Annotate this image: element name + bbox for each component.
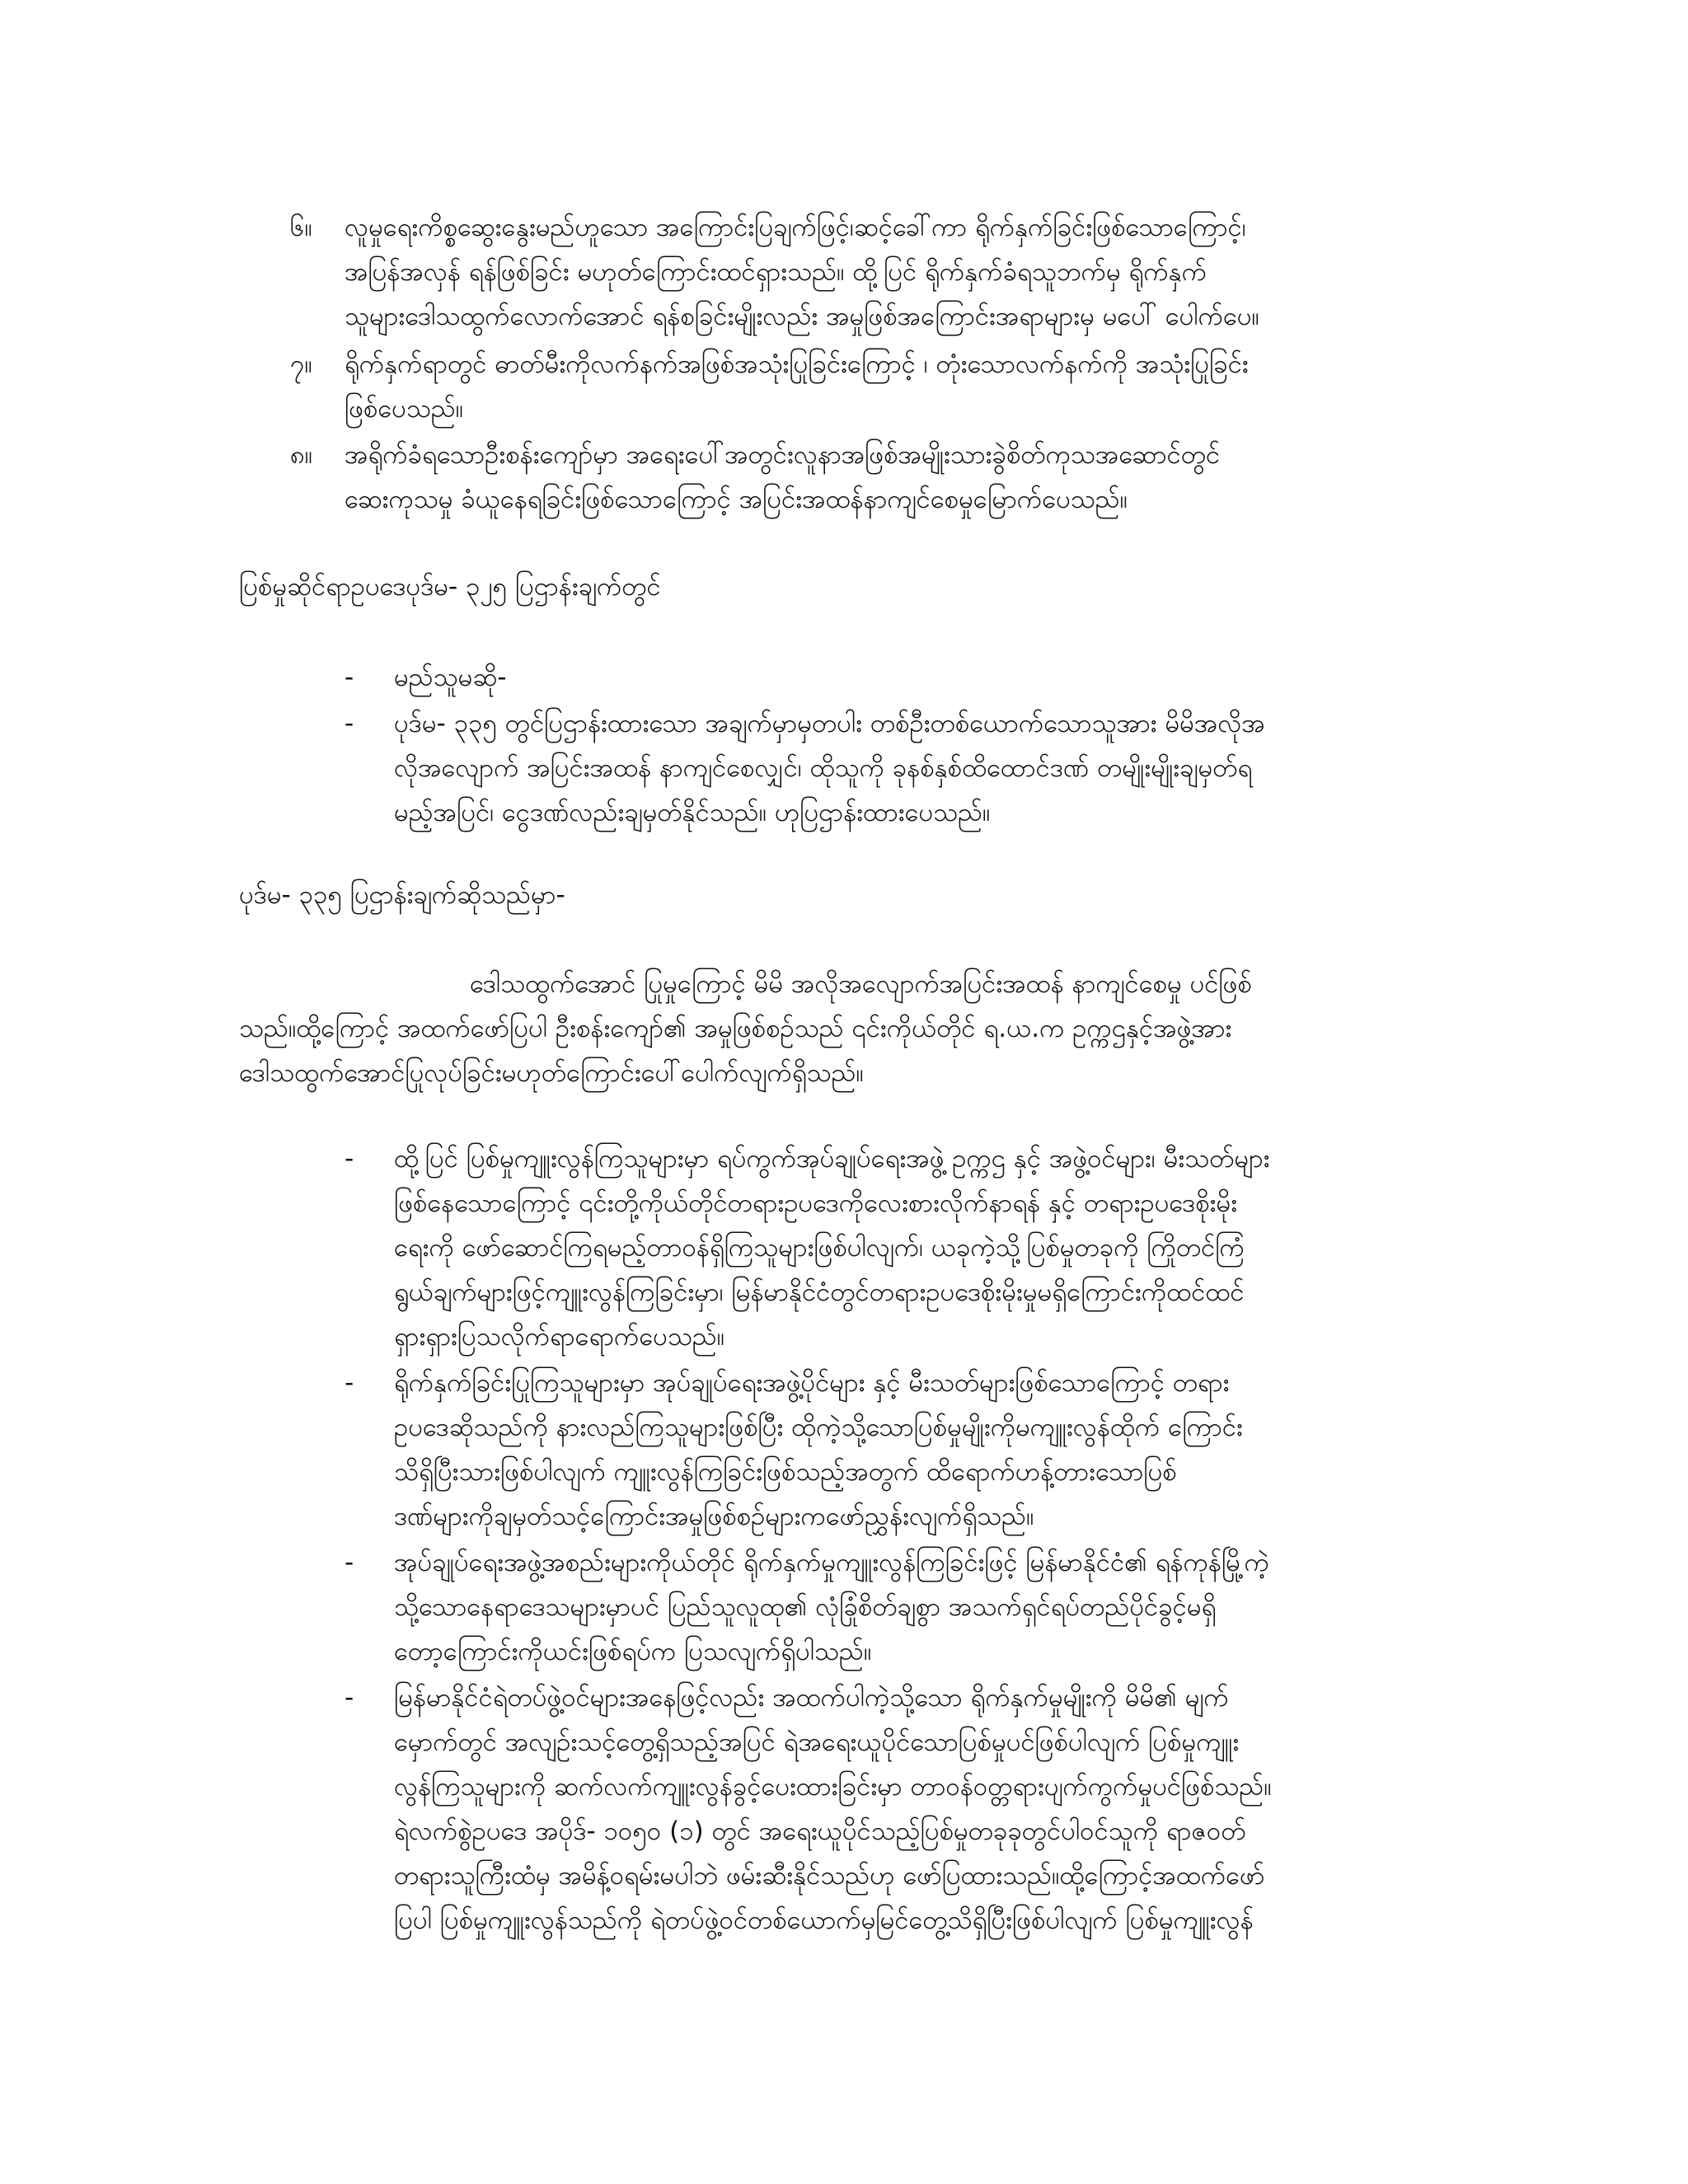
bullet-6-line-4: ရဲလက်စွဲဥပဒေ အပိုဒ်- ၁၀၅၀ (၁) တွင် အရေးယူပိုင်သည့်ပြစ်မှုတခုခုတွင်ပါဝင်သူကို ရာဇဝတ် <box>394 1816 1246 1846</box>
bullet-4-line-1: ရိုက်နှက်ခြင်းပြုကြသူများမှာ အုပ်ချုပ်ရေးအဖွဲ့ပိုင်များ နှင့် မီးသတ်များဖြစ်သောကြောင့် တရား <box>394 1368 1230 1398</box>
bullet-3-line-2: ဖြစ်နေသောကြောင့် ၎င်းတို့ကိုယ်တိုင်တရားဥပဒေကိုလေးစားလိုက်နာရန် နှင့် တရားဥပဒေစိုးမိုး <box>394 1188 1238 1218</box>
bullet-3-line-5: ရှားရှားပြသလိုက်ရာရောက်ပေသည်။ <box>394 1322 725 1352</box>
section-heading-325: ပြစ်မှုဆိုင်ရာဥပဒေပုဒ်မ- ၃၂၅ ပြဌာန်းချက်တွင် <box>239 572 661 602</box>
item-6-line-2: အပြန်အလှန် ရန်ဖြစ်ခြင်း မဟုတ်ကြောင်းထင်ရှားသည်။ ထို့ပြင် ရိုက်နှက်ခံရသူဘက်မှ ရိုက်နှက် <box>345 257 1207 287</box>
bullet-6-line-6: ပြပါ ပြစ်မှုကျူးလွန်သည်ကို ရဲတပ်ဖွဲ့ဝင်တစ်ယောက်မှမြင်တွေ့သိရှိပြီးဖြစ်ပါလျက် ပြစ်မှုကျူးလွန် <box>394 1905 1254 1935</box>
bullet-dash: - <box>345 1548 354 1577</box>
item-7-line-1: ရိုက်နှက်ရာတွင် ဓာတ်မီးကိုလက်နက်အဖြစ်အသုံးပြုခြင်းကြောင့် ၊ တုံးသောလက်နက်ကို အသုံးပြုခြင်း <box>345 349 1249 379</box>
item-8-line-2: ဆေးကုသမှု ခံယူနေရခြင်းဖြစ်သောကြောင့် အပြင်းအထန်နာကျင်စေမှုမြောက်ပေသည်။ <box>345 485 1128 514</box>
bullet-dash: - <box>345 663 354 692</box>
bullet-6-line-2: မှောက်တွင် အလျဉ်းသင့်တွေ့ရှိသည့်အပြင် ရဲအရေးယူပိုင်သောပြစ်မှုပင်ဖြစ်ပါလျက် ပြစ်မှုကျူး <box>394 1727 1240 1757</box>
item-6-number: ၆။ <box>290 213 312 242</box>
item-7-line-2: ဖြစ်ပေသည်။ <box>345 394 464 424</box>
bullet-6-line-5: တရားသူကြီးထံမှ အမိန့်ဝရမ်းမပါဘဲ ဖမ်းဆီးနိုင်သည်ဟု ဖော်ပြထားသည်။ထို့ကြောင့်အထက်ဖော် <box>394 1861 1265 1891</box>
item-6-line-1: လူမှုရေးကိစ္စဆွေးနွေးမည်ဟူသော အကြောင်းပြချက်ဖြင့်၊ဆင့်ခေါ်ကာ ရိုက်နှက်ခြင်းဖြစ်သောကြောင့်၊ <box>345 213 1246 242</box>
item-8-number: ၈။ <box>290 440 313 470</box>
bullet-5-line-2: သို့သောနေရာဒေသများမှာပင် ပြည်သူလူထု၏ လုံခြုံစိတ်ချစွာ အသက်ရှင်ရပ်တည်ပိုင်ခွင့်မရှိ <box>394 1592 1217 1622</box>
bullet-dash: - <box>345 1683 354 1713</box>
bullet-5-line-1: အုပ်ချုပ်ရေးအဖွဲ့အစည်းများကိုယ်တိုင် ရိုက်နှက်မှုကျူးလွန်ကြခြင်းဖြင့် မြန်မာနိုင်ငံ၏ ရန်ကုန်မြို့ကဲ့ <box>394 1548 1270 1577</box>
bullet-1-line-1: မည်သူမဆို- <box>394 663 507 692</box>
bullet-3-line-4: ရွယ်ချက်များဖြင့်ကျူးလွန်ကြခြင်းမှာ၊ မြန်မာနိုင်ငံတွင်တရားဥပဒေစိုးမိုးမှုမရှိကြောင်းကိုထင်ထင် <box>394 1277 1245 1307</box>
item-6-line-3: သူများဒေါသထွက်လောက်အောင် ရန်စခြင်းမျိုးလည်း အမှုဖြစ်အကြောင်းအရာများမှ မပေါ် ပေါက်ပေ။ <box>345 302 1259 331</box>
bullet-3-line-3: ရေးကို ဖော်ဆောင်ကြရမည့်တာဝန်ရှိကြသူများဖြစ်ပါလျက်၊ ယခုကဲ့သို့ပြစ်မှုတခုကို ကြိုတင်ကြံ <box>394 1233 1245 1263</box>
paragraph-line-1: ဒေါသထွက်အောင် ပြုမှုကြောင့် မိမိ အလိုအလျောက်အပြင်းအထန် နာကျင်စေမှု ပင်ဖြစ် <box>470 969 1252 999</box>
bullet-4-line-3: သိရှိပြီးသားဖြစ်ပါလျက် ကျူးလွန်ကြခြင်းဖြစ်သည့်အတွက် ထိရောက်ဟန့်တားသောပြစ် <box>394 1457 1177 1487</box>
bullet-2-line-3: မည့်အပြင်၊ ငွေဒဏ်လည်းချမှတ်နိုင်သည်။ ဟုပြဌာန်းထားပေသည်။ <box>394 798 991 827</box>
bullet-dash: - <box>345 1368 354 1398</box>
paragraph-line-2: သည်။ထို့ကြောင့် အထက်ဖော်ပြပါ ဦးစန်းကျော်၏ အမှုဖြစ်စဉ်သည် ၎င်းကိုယ်တိုင် ရ.ယ.က ဥက္ကဌနှင့်အဖွဲ့အား <box>239 1014 1232 1043</box>
section-heading-335: ပုဒ်မ- ၃၃၅ ပြဌာန်းချက်ဆိုသည်မှာ- <box>239 880 565 910</box>
bullet-dash: - <box>345 709 354 738</box>
bullet-5-line-3: တော့ကြောင်းကိုယင်းဖြစ်ရပ်က ပြသလျက်ရှိပါသည်။ <box>394 1637 872 1666</box>
bullet-3-line-1: ထို့ပြင် ပြစ်မှုကျူးလွန်ကြသူများမှာ ရပ်ကွက်အုပ်ချုပ်ရေးအဖွဲ့ ဥက္ကဌ နှင့် အဖွဲ့ဝင်များ၊ မီးသတ်များ <box>394 1144 1270 1174</box>
bullet-4-line-2: ဥပဒေဆိုသည်ကို နားလည်ကြသူများဖြစ်ပြီး ထိုကဲ့သို့သောပြစ်မှုမျိုးကိုမကျူးလွန်ထိုက် ကြောင်း <box>394 1413 1243 1442</box>
bullet-6-line-3: လွန်ကြသူများကို ဆက်လက်ကျူးလွန်ခွင့်ပေးထားခြင်းမှာ တာဝန်ဝတ္တရားပျက်ကွက်မှုပင်ဖြစ်သည်။ <box>394 1772 1272 1802</box>
bullet-2-line-2: လိုအလျောက် အပြင်းအထန် နာကျင်စေလျှင်၊ ထိုသူကို ခုနစ်နှစ်ထိထောင်ဒဏ် တမျိုးမျိုးချမှတ်ရ <box>394 753 1253 783</box>
bullet-dash: - <box>345 1144 354 1174</box>
bullet-6-line-1: မြန်မာနိုင်ငံရဲတပ်ဖွဲ့ဝင်များအနေဖြင့်လည်း အထက်ပါကဲ့သို့သော ရိုက်နှက်မှုမျိုးကို မိမိ၏ မျက် <box>394 1683 1229 1713</box>
item-7-number: ၇။ <box>290 349 312 379</box>
bullet-2-line-1: ပုဒ်မ- ၃၃၅ တွင်ပြဌာန်းထားသော အချက်မှာမှတပါး တစ်ဦးတစ်ယောက်သောသူအား မိမိအလိုအ <box>394 709 1265 738</box>
item-8-line-1: အရိုက်ခံရသောဦးစန်းကျော်မှာ အရေးပေါ်အတွင်းလူနာအဖြစ်အမျိုးသားခွဲစိတ်ကုသအဆောင်တွင် <box>345 440 1221 470</box>
paragraph-line-3: ဒေါသထွက်အောင်ပြုလုပ်ခြင်းမဟုတ်ကြောင်းပေါ်ပေါက်လျက်ရှိသည်။ <box>239 1058 864 1088</box>
bullet-4-line-4: ဒဏ်များကိုချမှတ်သင့်ကြောင်းအမှုဖြစ်စဉ်များကဖော်ညွှန်းလျက်ရှိသည်။ <box>394 1502 1034 1531</box>
